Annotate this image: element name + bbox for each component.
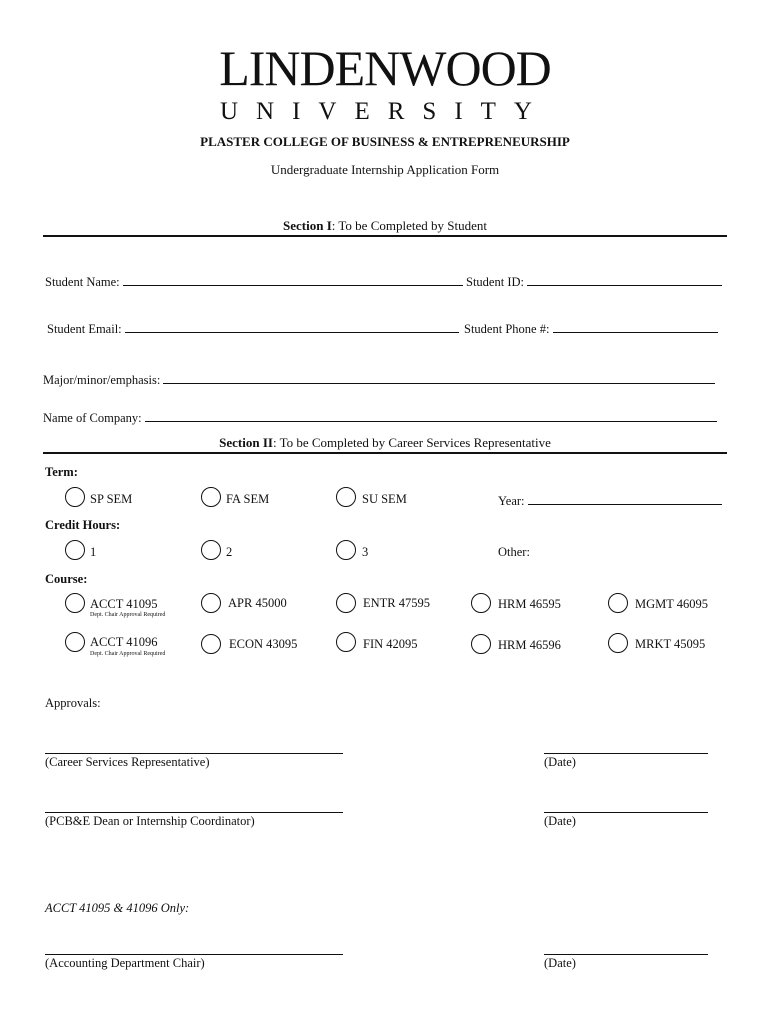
dean-date-caption: (Date) xyxy=(544,814,576,828)
section-2-title xyxy=(0,435,770,451)
university-logo-subtitle: UNIVERSITY xyxy=(220,98,550,125)
course-apr-45000-label: APR 45000 xyxy=(228,596,287,610)
student-email-field[interactable] xyxy=(47,320,459,337)
form-title: Undergraduate Internship Application Form xyxy=(270,162,500,177)
course-mrkt-45095-label: MRKT 45095 xyxy=(635,637,706,651)
term-sp-radio[interactable] xyxy=(65,487,85,507)
major-field[interactable] xyxy=(43,371,715,388)
term-label: Term: xyxy=(45,465,78,479)
company-field[interactable] xyxy=(43,409,717,426)
acct-41095-approval-note: Dept. Chair Approval Required xyxy=(90,612,166,618)
section-1-rule xyxy=(43,235,727,237)
approvals-label: Approvals: xyxy=(45,696,101,710)
course-apr-45000-radio[interactable] xyxy=(201,593,221,613)
term-su-radio[interactable] xyxy=(336,487,356,507)
student-phone-line[interactable] xyxy=(553,320,718,333)
term-su-label: SU SEM xyxy=(362,492,407,506)
course-acct-41096-label: ACCT 41096 xyxy=(90,635,158,649)
career-services-date-line[interactable] xyxy=(544,752,708,754)
course-label: Course: xyxy=(45,572,88,586)
course-fin-42095-label: FIN 42095 xyxy=(363,637,418,651)
dean-date-line[interactable] xyxy=(544,811,708,813)
section-1-title xyxy=(0,218,770,234)
college-name: PLASTER COLLEGE OF BUSINESS & ENTREPRENEURSHIP xyxy=(200,134,570,149)
course-hrm-46595-radio[interactable] xyxy=(471,593,491,613)
company-line[interactable] xyxy=(145,409,717,422)
student-name-field[interactable] xyxy=(45,273,463,290)
section-1-title-bold: Section I xyxy=(283,218,332,233)
course-hrm-46596-radio[interactable] xyxy=(471,634,491,654)
accounting-chair-date-caption: (Date) xyxy=(544,956,576,970)
course-mrkt-45095-radio[interactable] xyxy=(608,633,628,653)
section-2-title-rest: : To be Completed by Career Services Representative xyxy=(272,435,551,450)
company-label: Name of Company: xyxy=(43,411,142,425)
student-id-label: Student ID: xyxy=(466,275,524,289)
term-fa-label: FA SEM xyxy=(226,492,270,506)
career-services-date-caption: (Date) xyxy=(544,755,576,769)
course-mgmt-46095-label: MGMT 46095 xyxy=(635,597,709,611)
accounting-chair-signature-caption: (Accounting Department Chair) xyxy=(45,956,205,970)
course-acct-41096-radio[interactable] xyxy=(65,632,85,652)
student-id-line[interactable] xyxy=(527,273,722,286)
credit-2-label: 2 xyxy=(226,545,233,559)
course-entr-47595-label: ENTR 47595 xyxy=(363,596,431,610)
section-2-rule xyxy=(43,452,727,454)
course-acct-41095-label: ACCT 41095 xyxy=(90,597,158,611)
section-2-title-bold: Section II xyxy=(219,435,273,450)
course-hrm-46596-label: HRM 46596 xyxy=(498,638,561,652)
major-label: Major/minor/emphasis: xyxy=(43,373,161,387)
student-phone-field[interactable] xyxy=(464,320,718,337)
student-name-line[interactable] xyxy=(123,273,463,286)
university-logo-wordmark: LINDENWOOD xyxy=(219,40,551,96)
year-line[interactable] xyxy=(528,492,722,505)
student-email-line[interactable] xyxy=(125,320,459,333)
credit-1-label: 1 xyxy=(90,545,97,559)
dean-signature-line[interactable] xyxy=(45,811,343,813)
section-1-title-rest: : To be Completed by Student xyxy=(331,218,487,233)
term-fa-radio[interactable] xyxy=(201,487,221,507)
credit-3-radio[interactable] xyxy=(336,540,356,560)
accounting-chair-signature-line[interactable] xyxy=(45,953,343,955)
dean-signature-caption: (PCB&E Dean or Internship Coordinator) xyxy=(45,814,255,828)
credit-2-radio[interactable] xyxy=(201,540,221,560)
year-label: Year: xyxy=(498,494,525,508)
student-email-label: Student Email: xyxy=(47,322,122,336)
course-mgmt-46095-radio[interactable] xyxy=(608,593,628,613)
student-phone-label: Student Phone #: xyxy=(464,322,550,336)
course-fin-42095-radio[interactable] xyxy=(336,632,356,652)
acct-only-label: ACCT 41095 & 41096 Only: xyxy=(45,901,190,915)
student-id-field[interactable] xyxy=(466,273,722,290)
course-entr-47595-radio[interactable] xyxy=(336,593,356,613)
course-acct-41095-radio[interactable] xyxy=(65,593,85,613)
career-services-signature-caption: (Career Services Representative) xyxy=(45,755,210,769)
course-econ-43095-label: ECON 43095 xyxy=(229,637,298,651)
student-name-label: Student Name: xyxy=(45,275,120,289)
acct-41096-approval-note: Dept. Chair Approval Required xyxy=(90,651,166,657)
major-line[interactable] xyxy=(163,371,715,384)
credit-1-radio[interactable] xyxy=(65,540,85,560)
accounting-chair-date-line[interactable] xyxy=(544,953,708,955)
course-econ-43095-radio[interactable] xyxy=(201,634,221,654)
career-services-signature-line[interactable] xyxy=(45,752,343,754)
other-credit-label: Other: xyxy=(498,545,530,559)
credit-3-label: 3 xyxy=(362,545,369,559)
year-field[interactable] xyxy=(498,492,722,509)
term-sp-label: SP SEM xyxy=(90,492,133,506)
credit-hours-label: Credit Hours: xyxy=(45,518,121,532)
course-hrm-46595-label: HRM 46595 xyxy=(498,597,561,611)
